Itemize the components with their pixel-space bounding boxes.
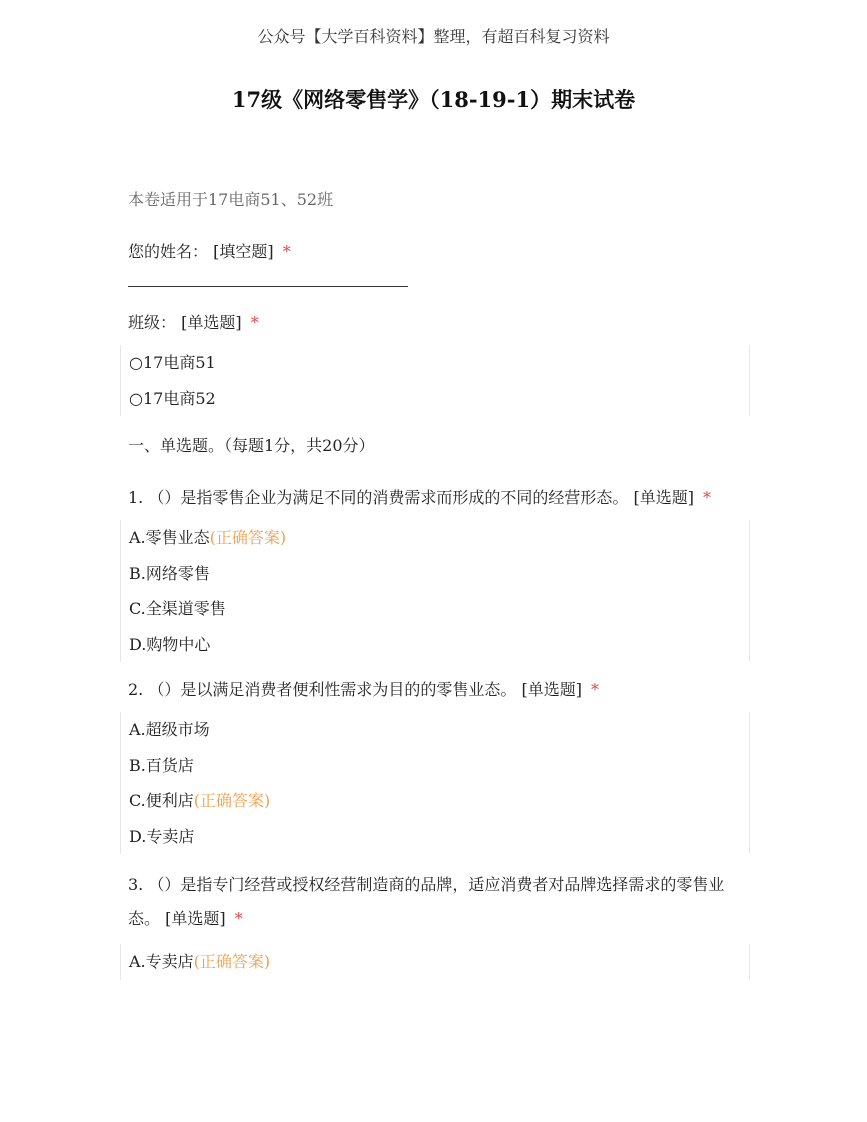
option-c[interactable] [129, 591, 749, 627]
option-b[interactable] [129, 556, 749, 592]
option-a[interactable] [129, 520, 749, 556]
question-type: [单选题] [633, 488, 694, 507]
question-text: 2. （）是以满足消费者便利性需求为目的的零售业态。 [128, 680, 517, 699]
option-a[interactable] [129, 712, 749, 748]
class-option-52[interactable]: ○17电商52 [129, 388, 216, 408]
required-mark: * [591, 680, 600, 699]
question-3-options [120, 944, 750, 980]
required-mark: * [282, 242, 291, 261]
option-d[interactable] [129, 819, 749, 855]
question-2-title [128, 676, 748, 704]
survey-intro: 本卷适用于17电商51、52班 [128, 190, 334, 209]
required-mark: * [250, 313, 259, 332]
survey-content [128, 186, 748, 980]
question-1-title [128, 484, 748, 512]
section-title: 一、单选题。（每题1分，共20分） [128, 436, 375, 455]
question-1-options [120, 520, 750, 662]
question-label: 班级： [128, 313, 177, 332]
option-text: A.超级市场 [129, 720, 210, 739]
option-text: C.便利店 [129, 791, 194, 810]
required-mark: * [703, 488, 712, 507]
option-text: C.全渠道零售 [129, 599, 226, 618]
option-text: B.百货店 [129, 755, 194, 775]
question-type: [单选题] [165, 909, 226, 928]
option-a[interactable] [129, 944, 749, 980]
class-option-51[interactable]: ○17电商51 [129, 353, 216, 372]
page-title: 17级《网络零售学》（18-19-1）期末试卷 [231, 87, 636, 112]
option-c[interactable] [129, 783, 749, 819]
question-type: [填空题] [213, 242, 274, 261]
class-options [120, 345, 750, 416]
option-text: B.网络零售 [129, 563, 210, 583]
question-text: 1. （）是指零售企业为满足不同的消费需求而形成的不同的经营形态。 [128, 488, 629, 507]
option-text: D.专卖店 [129, 826, 195, 846]
question-label: 您的姓名： [128, 242, 209, 261]
name-input-line[interactable] [128, 266, 408, 287]
option-b[interactable] [129, 748, 749, 784]
question-class-title [128, 309, 748, 337]
question-text: 3. （）是指专门经营或授权经营制造商的品牌，适应消费者对品牌选择需求的零售业态。 [128, 875, 725, 928]
required-mark: * [234, 909, 243, 928]
header-note: 公众号【大学百科资料】整理，有超百科复习资料 [257, 27, 610, 46]
question-2-options [120, 712, 750, 854]
option-text: D.购物中心 [129, 634, 211, 654]
correct-answer-label: (正确答案) [209, 528, 287, 547]
correct-answer-label: (正确答案) [193, 952, 271, 971]
question-3-title [128, 868, 740, 936]
option-text: A.零售业态 [129, 528, 210, 547]
option-text: A.专卖店 [129, 952, 194, 971]
option-d[interactable] [129, 627, 749, 663]
question-type: [单选题] [521, 680, 582, 699]
correct-answer-label: (正确答案) [193, 791, 271, 810]
question-type: [单选题] [181, 313, 242, 332]
question-name-title [128, 238, 748, 266]
